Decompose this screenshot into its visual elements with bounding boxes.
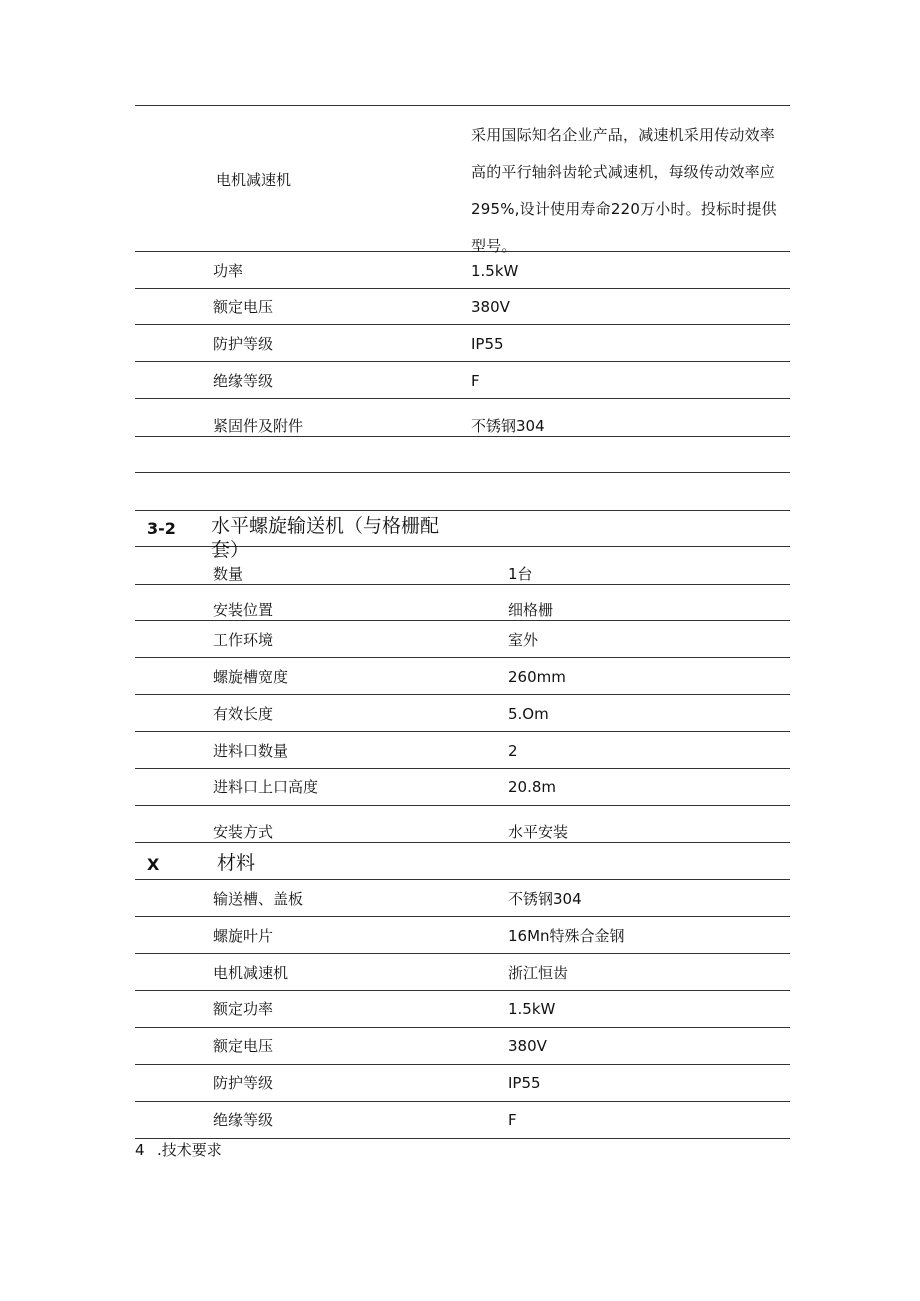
table-rule [135, 768, 790, 769]
section-title-clip [211, 511, 461, 561]
row-value: IP55 [471, 335, 504, 353]
row-label: 安装方式 [213, 823, 274, 841]
footer-number: 4 [135, 1141, 145, 1159]
table-rule [135, 620, 790, 621]
table-rule [135, 288, 790, 289]
row-value: 水平安装 [508, 823, 569, 841]
row-label: 防护等级 [213, 335, 274, 353]
table-rule [135, 657, 790, 658]
table-rule [135, 361, 790, 362]
section-number: X [147, 855, 160, 874]
table-rule [135, 1138, 790, 1139]
row-value: 浙江恒齿 [508, 964, 569, 982]
table-rule [135, 398, 790, 399]
section-title: 水平螺旋输送机（与格栅配套） [211, 515, 440, 561]
row-value: 1.5kW [508, 1000, 556, 1018]
row-label: 防护等级 [213, 1074, 274, 1092]
row-value: 2 [508, 742, 518, 760]
row-label: 有效长度 [213, 705, 274, 723]
row-value: F [508, 1111, 517, 1129]
row-label: 工作环境 [213, 631, 274, 649]
table-rule [135, 1064, 790, 1065]
row-value: 不锈钢304 [471, 417, 545, 435]
table-rule [135, 953, 790, 954]
table-rule [135, 842, 790, 843]
row-value: 1台 [508, 565, 533, 583]
table-rule [135, 472, 790, 473]
row-value: 不锈钢304 [508, 890, 582, 908]
table-rule [135, 694, 790, 695]
table-rule [135, 584, 790, 585]
table-rule [135, 916, 790, 917]
motor-reducer-label: 电机减速机 [216, 171, 292, 189]
table-rule [135, 805, 790, 806]
row-label: 螺旋叶片 [213, 927, 274, 945]
row-value: 260mm [508, 668, 566, 686]
row-label: 进料口上口高度 [213, 778, 319, 796]
section-title: 材料 [217, 852, 256, 874]
row-label: 数量 [213, 565, 244, 583]
table-rule [135, 324, 790, 325]
row-label: 紧固件及附件 [213, 417, 304, 435]
row-value: 细格栅 [508, 601, 554, 619]
motor-reducer-description: 采用国际知名企业产品，减速机采用传动效率高的平行轴斜齿轮式减速机，每级传动效率应295%,设计使用寿命220万小时。投标时提供型号。 [471, 126, 777, 255]
row-label: 输送槽、盖板 [213, 890, 304, 908]
row-label: 额定功率 [213, 1000, 274, 1018]
row-label: 功率 [213, 262, 244, 280]
row-label: 额定电压 [213, 298, 274, 316]
row-label: 安装位置 [213, 601, 274, 619]
table-rule [135, 990, 790, 991]
row-value: 1.5kW [471, 262, 519, 280]
row-label: 电机减速机 [213, 964, 289, 982]
footer-heading: .技术要求 [157, 1141, 222, 1159]
row-value: 5.Om [508, 705, 549, 723]
row-value: IP55 [508, 1074, 541, 1092]
row-label: 额定电压 [213, 1037, 274, 1055]
table-rule [135, 1101, 790, 1102]
row-label: 绝缘等级 [213, 1111, 274, 1129]
row-value: 16Mn特殊合金钢 [508, 927, 625, 945]
table-rule [135, 436, 790, 437]
table-rule [135, 731, 790, 732]
row-label: 螺旋槽宽度 [213, 668, 289, 686]
row-label: 进料口数量 [213, 742, 289, 760]
section-number: 3-2 [147, 519, 176, 538]
row-value: F [471, 372, 480, 390]
table-rule [135, 879, 790, 880]
row-value: 室外 [508, 631, 539, 649]
row-value: 380V [471, 298, 510, 316]
table-rule [135, 105, 790, 106]
row-value: 20.8m [508, 778, 557, 796]
table-rule [135, 1027, 790, 1028]
row-value: 380V [508, 1037, 547, 1055]
row-label: 绝缘等级 [213, 372, 274, 390]
